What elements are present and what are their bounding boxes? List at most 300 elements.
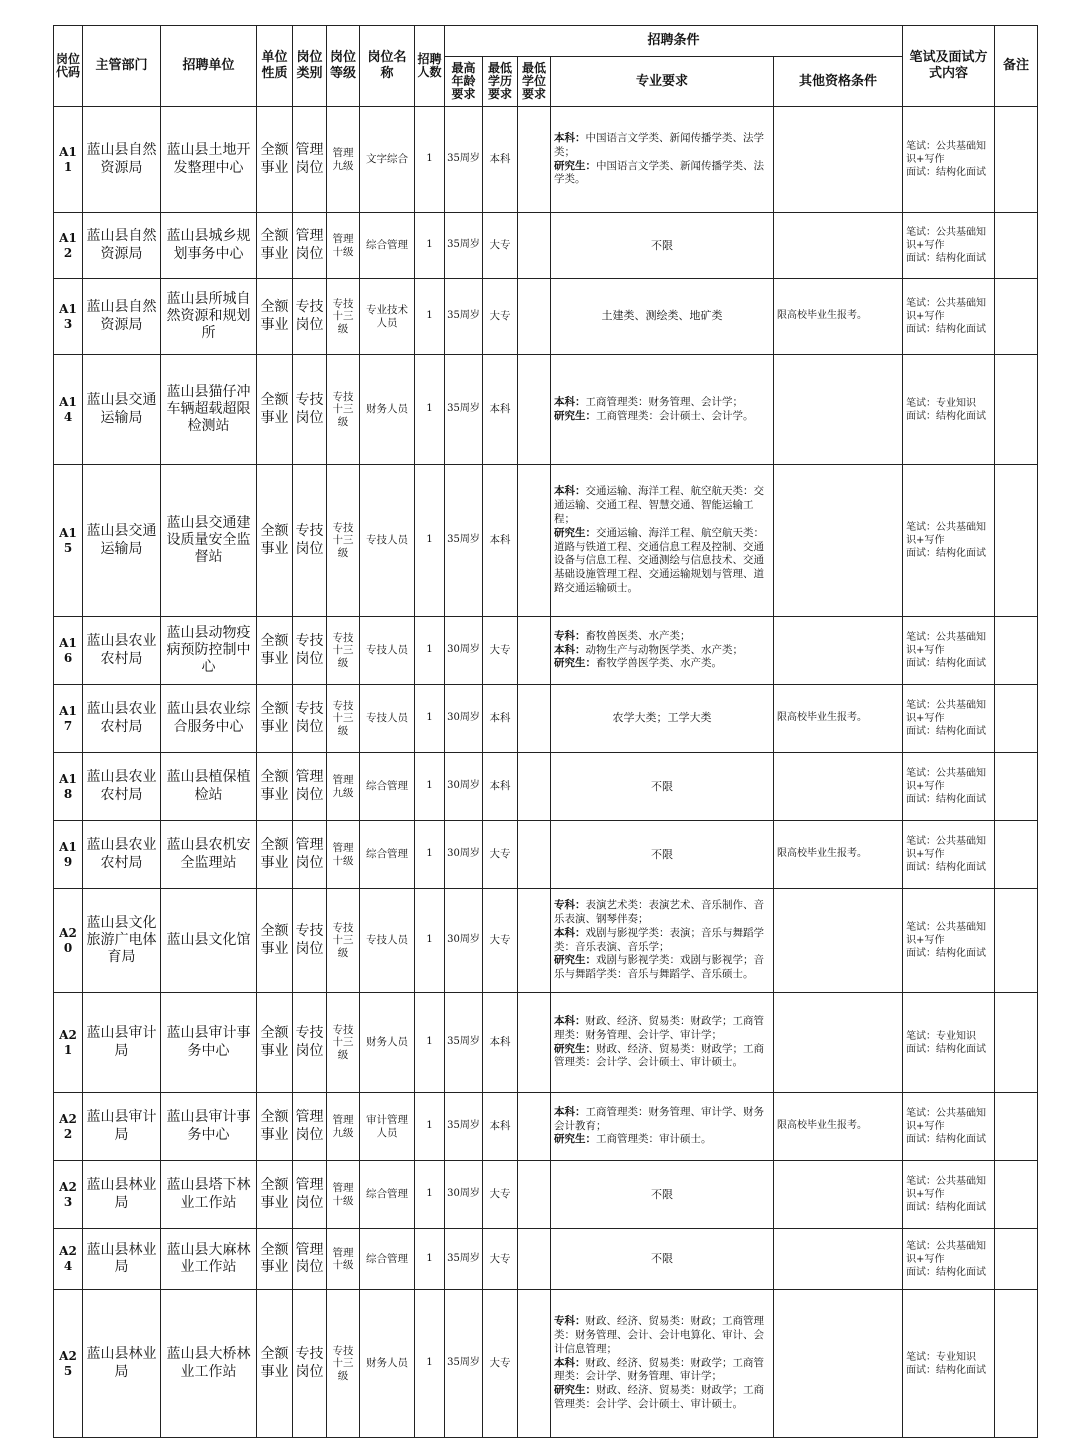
- header-code: 岗位代码: [54, 26, 83, 107]
- major-line: [554, 899, 770, 927]
- cell-count: 1: [415, 1161, 445, 1229]
- header-note: 备注: [995, 26, 1038, 107]
- cell-unit: 蓝山县大桥林业工作站: [161, 1290, 257, 1438]
- cell-note: [995, 213, 1038, 279]
- cell-name: 综合管理: [360, 1161, 415, 1229]
- table-row: [54, 993, 1038, 1093]
- cell-name: 综合管理: [360, 821, 415, 889]
- cell-dept: 蓝山县农业农村局: [83, 821, 161, 889]
- cell-degree: [518, 753, 551, 821]
- major-level-label: 本科：: [554, 131, 586, 144]
- cell-count: 1: [415, 107, 445, 213]
- cell-age: 35周岁: [445, 107, 483, 213]
- table-row: [54, 355, 1038, 465]
- cell-category: 专技岗位: [293, 993, 327, 1093]
- table-row: [54, 1290, 1038, 1438]
- cell-age: 30周岁: [445, 889, 483, 993]
- cell-dept: 蓝山县自然资源局: [83, 107, 161, 213]
- cell-edu: 大专: [483, 1161, 518, 1229]
- exam-line: 面试：结构化面试: [906, 726, 987, 737]
- cell-major: 不限: [551, 1229, 774, 1290]
- cell-other: [774, 465, 903, 617]
- cell-note: [995, 889, 1038, 993]
- cell-age: 35周岁: [445, 355, 483, 465]
- cell-nature: 全额事业: [257, 1229, 293, 1290]
- major-text: 交通运输、海洋工程、航空航天类：道路与铁道工程、交通信息工程及控制、交通设备与信息工程、交通测绘与信息技术、交通基础设施管理工程、交通运输规划与管理、道路交通运输硕士。: [554, 526, 764, 595]
- major-text: 财政、经济、贸易类：财政学；工商管理类：会计学、会计硕士、审计硕士。: [554, 1042, 764, 1069]
- exam-line: 笔试：专业知识: [906, 1030, 977, 1042]
- cell-note: [995, 279, 1038, 355]
- cell-unit: 蓝山县塔下林业工作站: [161, 1161, 257, 1229]
- cell-count: 1: [415, 1093, 445, 1161]
- cell-code: A22: [54, 1093, 83, 1161]
- exam-line: 笔试：公共基础知识+写作: [906, 141, 987, 165]
- table-row: [54, 107, 1038, 213]
- cell-category: 专技岗位: [293, 685, 327, 753]
- cell-code: A25: [54, 1290, 83, 1438]
- header-name: 岗位名称: [360, 26, 415, 107]
- cell-major: 不限: [551, 213, 774, 279]
- major-line: [554, 396, 770, 410]
- cell-degree: [518, 821, 551, 889]
- cell-note: [995, 1229, 1038, 1290]
- cell-nature: 全额事业: [257, 213, 293, 279]
- cell-edu: 大专: [483, 1290, 518, 1438]
- cell-major: [551, 355, 774, 465]
- major-level-label: 本科：: [554, 395, 586, 408]
- cell-dept: 蓝山县林业局: [83, 1290, 161, 1438]
- cell-note: [995, 1093, 1038, 1161]
- table-row: [54, 213, 1038, 279]
- cell-count: 1: [415, 889, 445, 993]
- cell-unit: 蓝山县植保植检站: [161, 753, 257, 821]
- cell-unit: 蓝山县审计事务中心: [161, 993, 257, 1093]
- cell-major: [551, 617, 774, 685]
- major-text: 畜牧学兽医学类、水产类。: [596, 657, 722, 670]
- header-age: 最高年龄要求: [445, 57, 483, 107]
- cell-grade: 专技十三级: [327, 889, 360, 993]
- cell-other: [774, 753, 903, 821]
- cell-edu: 大专: [483, 617, 518, 685]
- cell-note: [995, 1290, 1038, 1438]
- cell-major: [551, 107, 774, 213]
- major-text: 财政、经济、贸易类：财政学；工商管理类：会计学、会计硕士、审计硕士。: [554, 1384, 764, 1411]
- cell-major: [551, 889, 774, 993]
- cell-nature: 全额事业: [257, 889, 293, 993]
- cell-other: 限高校毕业生报考。: [774, 821, 903, 889]
- table-body: [54, 107, 1038, 1438]
- cell-major: 土建类、测绘类、地矿类: [551, 279, 774, 355]
- cell-category: 管理岗位: [293, 1229, 327, 1290]
- cell-code: A16: [54, 617, 83, 685]
- cell-category: 专技岗位: [293, 465, 327, 617]
- cell-grade: 专技十三级: [327, 993, 360, 1093]
- cell-dept: 蓝山县文化旅游广电体育局: [83, 889, 161, 993]
- cell-category: 专技岗位: [293, 889, 327, 993]
- cell-count: 1: [415, 213, 445, 279]
- cell-exam: [903, 355, 995, 465]
- major-level-label: 研究生：: [554, 1133, 596, 1146]
- cell-unit: 蓝山县大麻林业工作站: [161, 1229, 257, 1290]
- cell-grade: 管理九级: [327, 107, 360, 213]
- cell-code: A19: [54, 821, 83, 889]
- table-row: [54, 617, 1038, 685]
- exam-line: 面试：结构化面试: [906, 167, 987, 178]
- cell-degree: [518, 889, 551, 993]
- major-text: 交通运输、海洋工程、航空航天类：交通运输、交通工程、智慧交通、智能运输工程；: [554, 485, 764, 525]
- cell-category: 管理岗位: [293, 213, 327, 279]
- header-conditions: 招聘条件: [445, 26, 903, 57]
- cell-other: 限高校毕业生报考。: [774, 685, 903, 753]
- header-count: 招聘人数: [415, 26, 445, 107]
- major-text: 工商管理类：财务管理、审计学、财务会计教育；: [554, 1105, 764, 1132]
- cell-exam: [903, 889, 995, 993]
- header-major: 专业要求: [551, 57, 774, 107]
- cell-code: A17: [54, 685, 83, 753]
- cell-note: [995, 753, 1038, 821]
- cell-unit: 蓝山县城乡规划事务中心: [161, 213, 257, 279]
- cell-degree: [518, 1290, 551, 1438]
- cell-edu: 本科: [483, 685, 518, 753]
- major-level-label: 本科：: [554, 1014, 586, 1027]
- cell-count: 1: [415, 993, 445, 1093]
- cell-category: 专技岗位: [293, 279, 327, 355]
- major-level-label: 研究生：: [554, 526, 596, 539]
- cell-code: A13: [54, 279, 83, 355]
- exam-line: 笔试：公共基础知识+写作: [906, 700, 987, 724]
- cell-category: 管理岗位: [293, 753, 327, 821]
- exam-line: 面试：结构化面试: [906, 1043, 987, 1055]
- exam-line: 笔试：公共基础知识+写作: [906, 632, 987, 656]
- cell-degree: [518, 1161, 551, 1229]
- table-row: [54, 279, 1038, 355]
- major-line: [554, 1043, 770, 1071]
- cell-dept: 蓝山县交通运输局: [83, 465, 161, 617]
- major-line: [554, 132, 770, 160]
- cell-name: 专技人员: [360, 889, 415, 993]
- cell-major: 不限: [551, 821, 774, 889]
- major-text: 财政、经济、贸易类：财政；工商管理类：财务管理、会计、会计电算化、审计、会计信息管理；: [554, 1314, 764, 1355]
- table-row: [54, 685, 1038, 753]
- exam-line: 笔试：公共基础知识+写作: [906, 1240, 987, 1265]
- cell-name: 综合管理: [360, 1229, 415, 1290]
- cell-exam: [903, 279, 995, 355]
- header-unit: 招聘单位: [161, 26, 257, 107]
- cell-name: 财务人员: [360, 1290, 415, 1438]
- cell-code: A11: [54, 107, 83, 213]
- major-text: 财政、经济、贸易类：财政学；工商管理类：财务管理、会计学、审计学；: [554, 1014, 764, 1041]
- major-line: [554, 527, 770, 596]
- major-level-label: 本科：: [554, 926, 586, 939]
- exam-line: 笔试：公共基础知识+写作: [906, 298, 987, 322]
- cell-age: 35周岁: [445, 1093, 483, 1161]
- cell-name: 审计管理人员: [360, 1093, 415, 1161]
- cell-exam: [903, 465, 995, 617]
- cell-exam: [903, 753, 995, 821]
- cell-code: A23: [54, 1161, 83, 1229]
- cell-major: 农学大类；工学大类: [551, 685, 774, 753]
- cell-exam: [903, 107, 995, 213]
- cell-degree: [518, 279, 551, 355]
- major-line: [554, 1357, 770, 1385]
- major-level-label: 研究生：: [554, 409, 596, 422]
- exam-line: 笔试：公共基础知识+写作: [906, 227, 987, 251]
- cell-nature: 全额事业: [257, 821, 293, 889]
- cell-edu: 大专: [483, 889, 518, 993]
- major-line: [554, 160, 770, 188]
- major-level-label: 专科：: [554, 1314, 586, 1327]
- cell-edu: 大专: [483, 213, 518, 279]
- exam-line: 笔试：专业知识: [906, 1351, 977, 1363]
- cell-unit: 蓝山县猫仔冲车辆超载超限检测站: [161, 355, 257, 465]
- cell-unit: 蓝山县农业综合服务中心: [161, 685, 257, 753]
- cell-dept: 蓝山县自然资源局: [83, 213, 161, 279]
- table-row: [54, 1093, 1038, 1161]
- cell-nature: 全额事业: [257, 355, 293, 465]
- major-text: 戏剧与影视学类：戏剧与影视学；音乐与舞蹈学类：音乐与舞蹈学、音乐硕士。: [554, 954, 764, 981]
- header-edu: 最低学历要求: [483, 57, 518, 107]
- cell-note: [995, 1161, 1038, 1229]
- cell-name: 综合管理: [360, 213, 415, 279]
- cell-other: [774, 213, 903, 279]
- cell-dept: 蓝山县林业局: [83, 1229, 161, 1290]
- cell-major: [551, 465, 774, 617]
- cell-nature: 全额事业: [257, 465, 293, 617]
- cell-degree: [518, 1093, 551, 1161]
- cell-code: A18: [54, 753, 83, 821]
- major-level-label: 专科：: [554, 629, 586, 642]
- cell-count: 1: [415, 1290, 445, 1438]
- cell-other: [774, 1161, 903, 1229]
- cell-name: 文字综合: [360, 107, 415, 213]
- cell-grade: 专技十三级: [327, 617, 360, 685]
- cell-exam: [903, 1229, 995, 1290]
- exam-line: 面试：结构化面试: [906, 1202, 987, 1213]
- cell-code: A15: [54, 465, 83, 617]
- cell-code: A12: [54, 213, 83, 279]
- cell-unit: 蓝山县动物疫病预防控制中心: [161, 617, 257, 685]
- cell-note: [995, 107, 1038, 213]
- cell-grade: 管理十级: [327, 213, 360, 279]
- cell-other: [774, 889, 903, 993]
- cell-edu: 本科: [483, 753, 518, 821]
- cell-edu: 本科: [483, 993, 518, 1093]
- cell-note: [995, 993, 1038, 1093]
- header-grade: 岗位等级: [327, 26, 360, 107]
- major-level-label: 专科：: [554, 898, 586, 911]
- cell-grade: 专技十三级: [327, 465, 360, 617]
- cell-count: 1: [415, 1229, 445, 1290]
- cell-exam: [903, 1093, 995, 1161]
- cell-major: 不限: [551, 753, 774, 821]
- major-text: 工商管理类：财务管理、会计学；: [585, 395, 743, 408]
- exam-line: 笔试：公共基础知识+写作: [906, 768, 987, 792]
- cell-degree: [518, 213, 551, 279]
- cell-other: [774, 1229, 903, 1290]
- cell-grade: 管理九级: [327, 753, 360, 821]
- cell-name: 财务人员: [360, 993, 415, 1093]
- cell-category: 管理岗位: [293, 1161, 327, 1229]
- cell-nature: 全额事业: [257, 685, 293, 753]
- recruitment-table-sheet: [53, 25, 1037, 1438]
- major-text: 表演艺术类：表演艺术、音乐制作、音乐表演、钢琴伴奏；: [554, 898, 764, 925]
- recruitment-table: [53, 25, 1038, 1438]
- table-row: [54, 1229, 1038, 1290]
- cell-dept: 蓝山县农业农村局: [83, 685, 161, 753]
- major-text: 财政、经济、贸易类：财政学；工商管理类：会计学、财务管理、审计学；: [554, 1356, 764, 1383]
- cell-count: 1: [415, 685, 445, 753]
- cell-age: 30周岁: [445, 1161, 483, 1229]
- cell-degree: [518, 465, 551, 617]
- cell-dept: 蓝山县农业农村局: [83, 753, 161, 821]
- cell-edu: 大专: [483, 279, 518, 355]
- exam-line: 面试：结构化面试: [906, 862, 987, 873]
- cell-exam: [903, 993, 995, 1093]
- cell-grade: 专技十三级: [327, 685, 360, 753]
- cell-code: A14: [54, 355, 83, 465]
- cell-dept: 蓝山县审计局: [83, 993, 161, 1093]
- major-level-label: 本科：: [554, 1105, 586, 1118]
- cell-age: 30周岁: [445, 821, 483, 889]
- major-line: [554, 1106, 770, 1134]
- cell-edu: 本科: [483, 1093, 518, 1161]
- major-line: [554, 927, 770, 955]
- major-line: [554, 1384, 770, 1412]
- cell-edu: 本科: [483, 465, 518, 617]
- cell-grade: 专技十三级: [327, 1290, 360, 1438]
- exam-line: 笔试：公共基础知识+写作: [906, 922, 987, 946]
- cell-grade: 管理十级: [327, 1161, 360, 1229]
- exam-line: 笔试：公共基础知识+写作: [906, 1176, 987, 1200]
- cell-note: [995, 685, 1038, 753]
- cell-other: [774, 993, 903, 1093]
- cell-unit: 蓝山县文化馆: [161, 889, 257, 993]
- cell-edu: 大专: [483, 821, 518, 889]
- cell-name: 专业技术人员: [360, 279, 415, 355]
- major-line: [554, 630, 770, 644]
- exam-line: 面试：结构化面试: [906, 658, 987, 669]
- cell-name: 专技人员: [360, 685, 415, 753]
- cell-other: [774, 617, 903, 685]
- cell-age: 35周岁: [445, 1290, 483, 1438]
- cell-exam: [903, 213, 995, 279]
- cell-nature: 全额事业: [257, 279, 293, 355]
- exam-line: 面试：结构化面试: [906, 1266, 987, 1278]
- header-nature: 单位性质: [257, 26, 293, 107]
- cell-count: 1: [415, 821, 445, 889]
- cell-category: 管理岗位: [293, 1093, 327, 1161]
- cell-exam: [903, 685, 995, 753]
- major-level-label: 研究生：: [554, 1042, 596, 1055]
- cell-count: 1: [415, 355, 445, 465]
- exam-line: 面试：结构化面试: [906, 794, 987, 805]
- cell-dept: 蓝山县交通运输局: [83, 355, 161, 465]
- cell-unit: 蓝山县所城自然资源和规划所: [161, 279, 257, 355]
- major-level-label: 本科：: [554, 643, 586, 656]
- cell-grade: 管理九级: [327, 1093, 360, 1161]
- exam-line: 笔试：专业知识: [906, 397, 977, 409]
- major-text: 中国语言文学类、新闻传播学类、法学类；: [554, 131, 764, 158]
- cell-category: 管理岗位: [293, 821, 327, 889]
- major-line: [554, 1133, 770, 1147]
- major-line: [554, 485, 770, 527]
- major-level-label: 本科：: [554, 1356, 586, 1369]
- cell-count: 1: [415, 465, 445, 617]
- cell-exam: [903, 617, 995, 685]
- header-other: 其他资格条件: [774, 57, 903, 107]
- cell-grade: 管理十级: [327, 821, 360, 889]
- cell-grade: 管理十级: [327, 1229, 360, 1290]
- cell-category: 管理岗位: [293, 107, 327, 213]
- cell-age: 35周岁: [445, 279, 483, 355]
- cell-name: 专技人员: [360, 617, 415, 685]
- major-line: [554, 954, 770, 982]
- cell-age: 35周岁: [445, 465, 483, 617]
- header-dept: 主管部门: [83, 26, 161, 107]
- exam-line: 面试：结构化面试: [906, 253, 987, 264]
- cell-code: A20: [54, 889, 83, 993]
- cell-nature: 全额事业: [257, 1161, 293, 1229]
- cell-category: 专技岗位: [293, 355, 327, 465]
- cell-code: A24: [54, 1229, 83, 1290]
- header-exam: 笔试及面试方式内容: [903, 26, 995, 107]
- cell-nature: 全额事业: [257, 1093, 293, 1161]
- cell-grade: 专技十三级: [327, 279, 360, 355]
- cell-other: 限高校毕业生报考。: [774, 279, 903, 355]
- table-row: [54, 753, 1038, 821]
- table-row: [54, 889, 1038, 993]
- major-level-label: 研究生：: [554, 159, 596, 172]
- major-text: 工商管理类：会计硕士、会计学。: [596, 409, 754, 422]
- cell-nature: 全额事业: [257, 753, 293, 821]
- cell-exam: [903, 1290, 995, 1438]
- cell-other: 限高校毕业生报考。: [774, 1093, 903, 1161]
- cell-name: 专技人员: [360, 465, 415, 617]
- cell-major: [551, 993, 774, 1093]
- cell-nature: 全额事业: [257, 617, 293, 685]
- cell-count: 1: [415, 753, 445, 821]
- table-row: [54, 465, 1038, 617]
- cell-dept: 蓝山县审计局: [83, 1093, 161, 1161]
- major-level-label: 研究生：: [554, 657, 596, 670]
- exam-line: 面试：结构化面试: [906, 1134, 987, 1145]
- header-degree: 最低学位要求: [518, 57, 551, 107]
- cell-major: [551, 1290, 774, 1438]
- exam-line: 笔试：公共基础知识+写作: [906, 522, 987, 546]
- major-level-label: 研究生：: [554, 954, 596, 967]
- cell-age: 30周岁: [445, 617, 483, 685]
- cell-unit: 蓝山县审计事务中心: [161, 1093, 257, 1161]
- cell-nature: 全额事业: [257, 993, 293, 1093]
- cell-age: 30周岁: [445, 753, 483, 821]
- header-category: 岗位类别: [293, 26, 327, 107]
- cell-degree: [518, 107, 551, 213]
- cell-name: 财务人员: [360, 355, 415, 465]
- cell-count: 1: [415, 279, 445, 355]
- cell-category: 专技岗位: [293, 1290, 327, 1438]
- cell-nature: 全额事业: [257, 1290, 293, 1438]
- major-line: [554, 657, 770, 671]
- major-level-label: 研究生：: [554, 1384, 596, 1397]
- cell-unit: 蓝山县交通建设质量安全监督站: [161, 465, 257, 617]
- cell-age: 35周岁: [445, 213, 483, 279]
- exam-line: 面试：结构化面试: [906, 1364, 987, 1376]
- cell-nature: 全额事业: [257, 107, 293, 213]
- cell-age: 30周岁: [445, 685, 483, 753]
- exam-line: 面试：结构化面试: [906, 948, 987, 959]
- major-text: 工商管理类：审计硕士。: [596, 1133, 712, 1146]
- cell-major: 不限: [551, 1161, 774, 1229]
